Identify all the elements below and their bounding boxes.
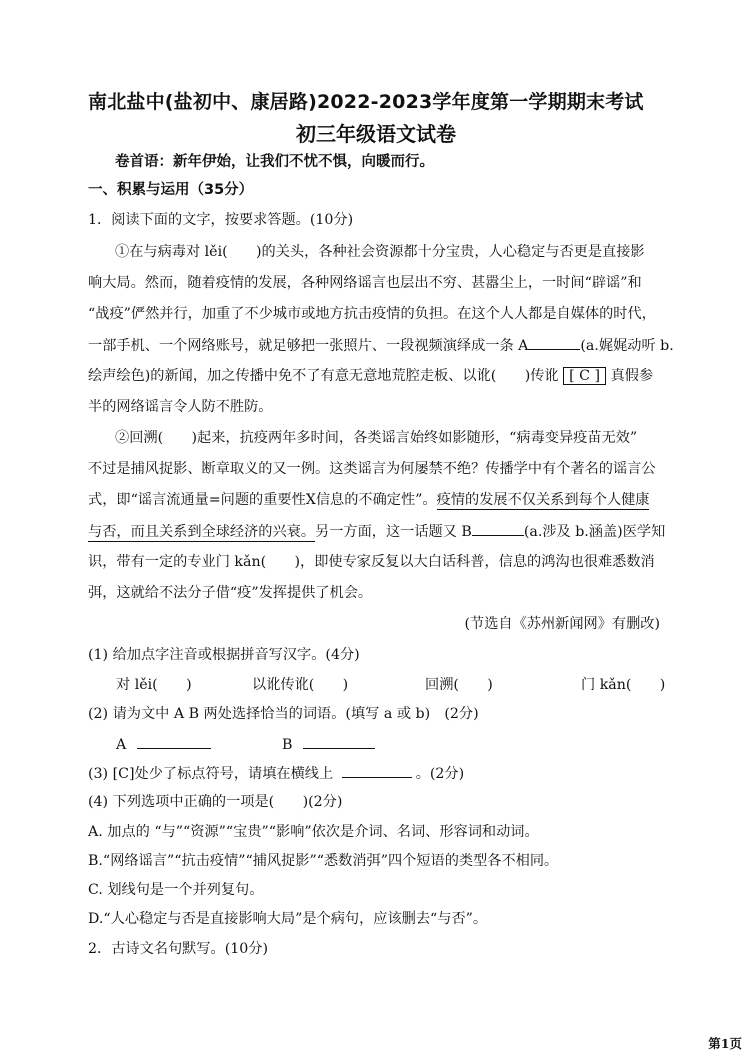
answer-A-blank[interactable] [137, 734, 211, 749]
passage-text: 式，即“谣言流通量=问题的重要性X信息的不确定性”。 [88, 492, 437, 508]
passage-text: 另一方面，这一话题又 B [315, 524, 472, 540]
pinyin-item: 对 lěi( ) [116, 677, 192, 693]
sub-question-3 [88, 763, 464, 784]
answer-C-blank[interactable] [342, 763, 412, 778]
passage-line: ②回溯( )起来，抗疫两年多时间，各类谣言始终如影随形，“病毒变异疫苗无效” [115, 430, 638, 446]
preface-motto: 卷首语：新年伊始，让我们不忧不惧，向暖而行。 [115, 153, 434, 170]
answer-B [282, 734, 375, 755]
passage-line: 半的网络谣言令人防不胜防。 [88, 399, 273, 415]
passage-text: 真假参 [610, 368, 654, 384]
passage-line: 响大局。然而，随着疫情的发展，各种网络谣言也层出不穷、甚嚣尘上，一时间“辟谣”和 [88, 275, 642, 291]
passage-line: ①在与病毒对 lěi( )的关头，各种社会资源都十分宝贵，人心稳定与否更是直接影 [115, 244, 645, 260]
exam-title: 南北盐中(盐初中、康居路)2022-2023学年度第一学期期末考试 [88, 91, 644, 113]
blank-B[interactable] [472, 521, 524, 536]
source-note: (节选自《苏州新闻网》有删改) [464, 616, 660, 632]
question-1-stem: 1．阅读下面的文字，按要求答题。(10分) [88, 212, 354, 228]
passage-line [88, 521, 665, 542]
passage-line: 弭，这就给不法分子借“疫”发挥提供了机会。 [88, 585, 373, 601]
pinyin-item: 门 kǎn( ) [581, 677, 666, 693]
answer-B-blank[interactable] [303, 734, 375, 749]
answer-A [116, 734, 211, 755]
underlined-sentence: 与否，而且关系到全球经济的兴衰。 [88, 524, 316, 540]
passage-line [88, 366, 653, 386]
passage-line: 识，带有一定的专业门 kǎn( )，即使专家反复以大白话科普，信息的鸿沟也很难悉数消 [88, 554, 655, 570]
underlined-sentence: 疫情的发展不仅关系到每个人健康 [436, 492, 650, 508]
passage-text: 绘声绘色)的新闻，加之传播中免不了有意无意地荒腔走板、以讹( )传讹 [88, 368, 559, 384]
page-number: 第1页 [708, 1036, 742, 1051]
option-C: C. 划线句是一个并列复句。 [88, 882, 264, 898]
blank-A[interactable] [528, 335, 580, 350]
passage-text: 一部手机、一个网络账号，就足够把一张照片、一段视频演绎成一条 A [88, 338, 529, 354]
passage-line [88, 490, 649, 510]
question-text: 。(2分) [415, 766, 465, 782]
exam-subtitle: 初三年级语文试卷 [296, 122, 456, 146]
pinyin-item: 以讹传讹( ) [252, 677, 349, 693]
sub-question-1: (1) 给加点字注音或根据拼音写汉字。(4分) [88, 647, 360, 663]
passage-text: (a.涉及 b.涵盖)医学知 [523, 524, 666, 540]
option-A: A. 加点的 “与”“资源”“宝贵”“影响”依次是介词、名词、形容词和动词。 [88, 824, 539, 840]
pinyin-item: 回溯( ) [425, 677, 493, 693]
passage-text: (a.娓娓动听 b. [580, 338, 674, 354]
answer-label: A [116, 737, 127, 753]
answer-label: B [282, 737, 293, 753]
question-text: (3) [C]处少了标点符号，请填在横线上 [88, 766, 334, 782]
passage-line [88, 335, 674, 356]
passage-line: 不过是捕风捉影、断章取义的又一例。这类谣言为何屡禁不绝？传播学中有个著名的谣言公 [88, 461, 656, 477]
sub-question-4: (4) 下列选项中正确的一项是( )(2分) [88, 794, 343, 810]
option-D: D.“人心稳定与否是直接影响大局”是个病句，应该删去“与否”。 [88, 911, 488, 927]
sub-question-2: (2) 请为文中 A B 两处选择恰当的词语。(填写 a 或 b) (2分) [88, 706, 479, 722]
punctuation-slot-C[interactable]: [ C ] [563, 367, 606, 385]
question-2-stem: 2．古诗文名句默写。(10分) [88, 941, 269, 957]
option-B: B.“网络谣言”“抗击疫情”“捕风捉影”“悉数消弭”四个短语的类型各不相同。 [88, 853, 559, 869]
section-heading: 一、积累与运用（35分） [88, 182, 254, 198]
passage-line: “战疫”俨然并行，加重了不少城市或地方抗击疫情的负担。在这个人人都是自媒体的时代， [88, 306, 656, 322]
